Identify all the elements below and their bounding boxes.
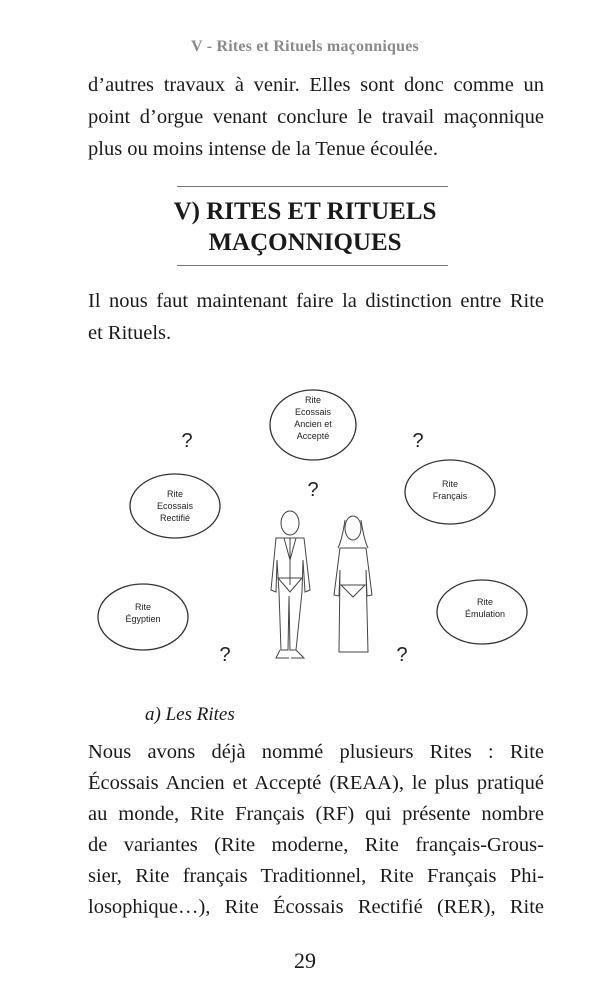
text-line: et Rituels. [88,322,172,344]
rite-label: Rite Ecossais Rectifié [156,489,194,523]
text-line: d’autres travaux à venir. Elles sont donc comme un [88,74,544,96]
section-title-line: MAÇONNIQUES [208,229,402,256]
text-line: point d’orgue venant conclure le travail maçonnique [88,106,544,128]
woman-figure-icon [334,516,372,652]
rite-label: Rite Ecossais Ancien et Accepté [294,395,332,441]
text-line: au monde, Rite Français (RF) qui présente nombre [88,803,544,825]
text-line: de variantes (Rite moderne, Rite français-Grous- [88,834,544,856]
rite-label: Rite Égyptien [125,602,161,624]
man-figure-icon [271,511,310,658]
running-header: V - Rites et Rituels maçonniques [191,38,419,55]
text-line: losophique…), Rite Écossais Rectifié (RER), Rite [88,896,544,918]
page-number: 29 [294,948,316,973]
text-line: Il nous faut maintenant faire la distinction entre Rite [88,290,544,312]
text-line: Nous avons déjà nommé plusieurs Rites : Rite [88,741,544,763]
paragraph [88,737,544,923]
question-mark: ? [412,430,424,452]
text-line: sier, Rite français Traditionnel, Rite Français Phi- [88,865,544,887]
rite-label: Rite Français [432,479,468,501]
subsection-title: a) Les Rites [145,704,235,725]
text-line: Écossais Ancien et Accepté (REAA), le plus pratiqué [88,772,544,794]
section-title-line: V) RITES ET RITUELS [173,198,437,225]
question-mark: ? [307,479,319,501]
question-mark: ? [396,644,408,666]
text-line: plus ou moins intense de la Tenue écoulée. [88,138,439,160]
rite-label: Rite Émulation [464,597,506,619]
question-mark: ? [181,430,193,452]
question-mark: ? [219,644,231,666]
